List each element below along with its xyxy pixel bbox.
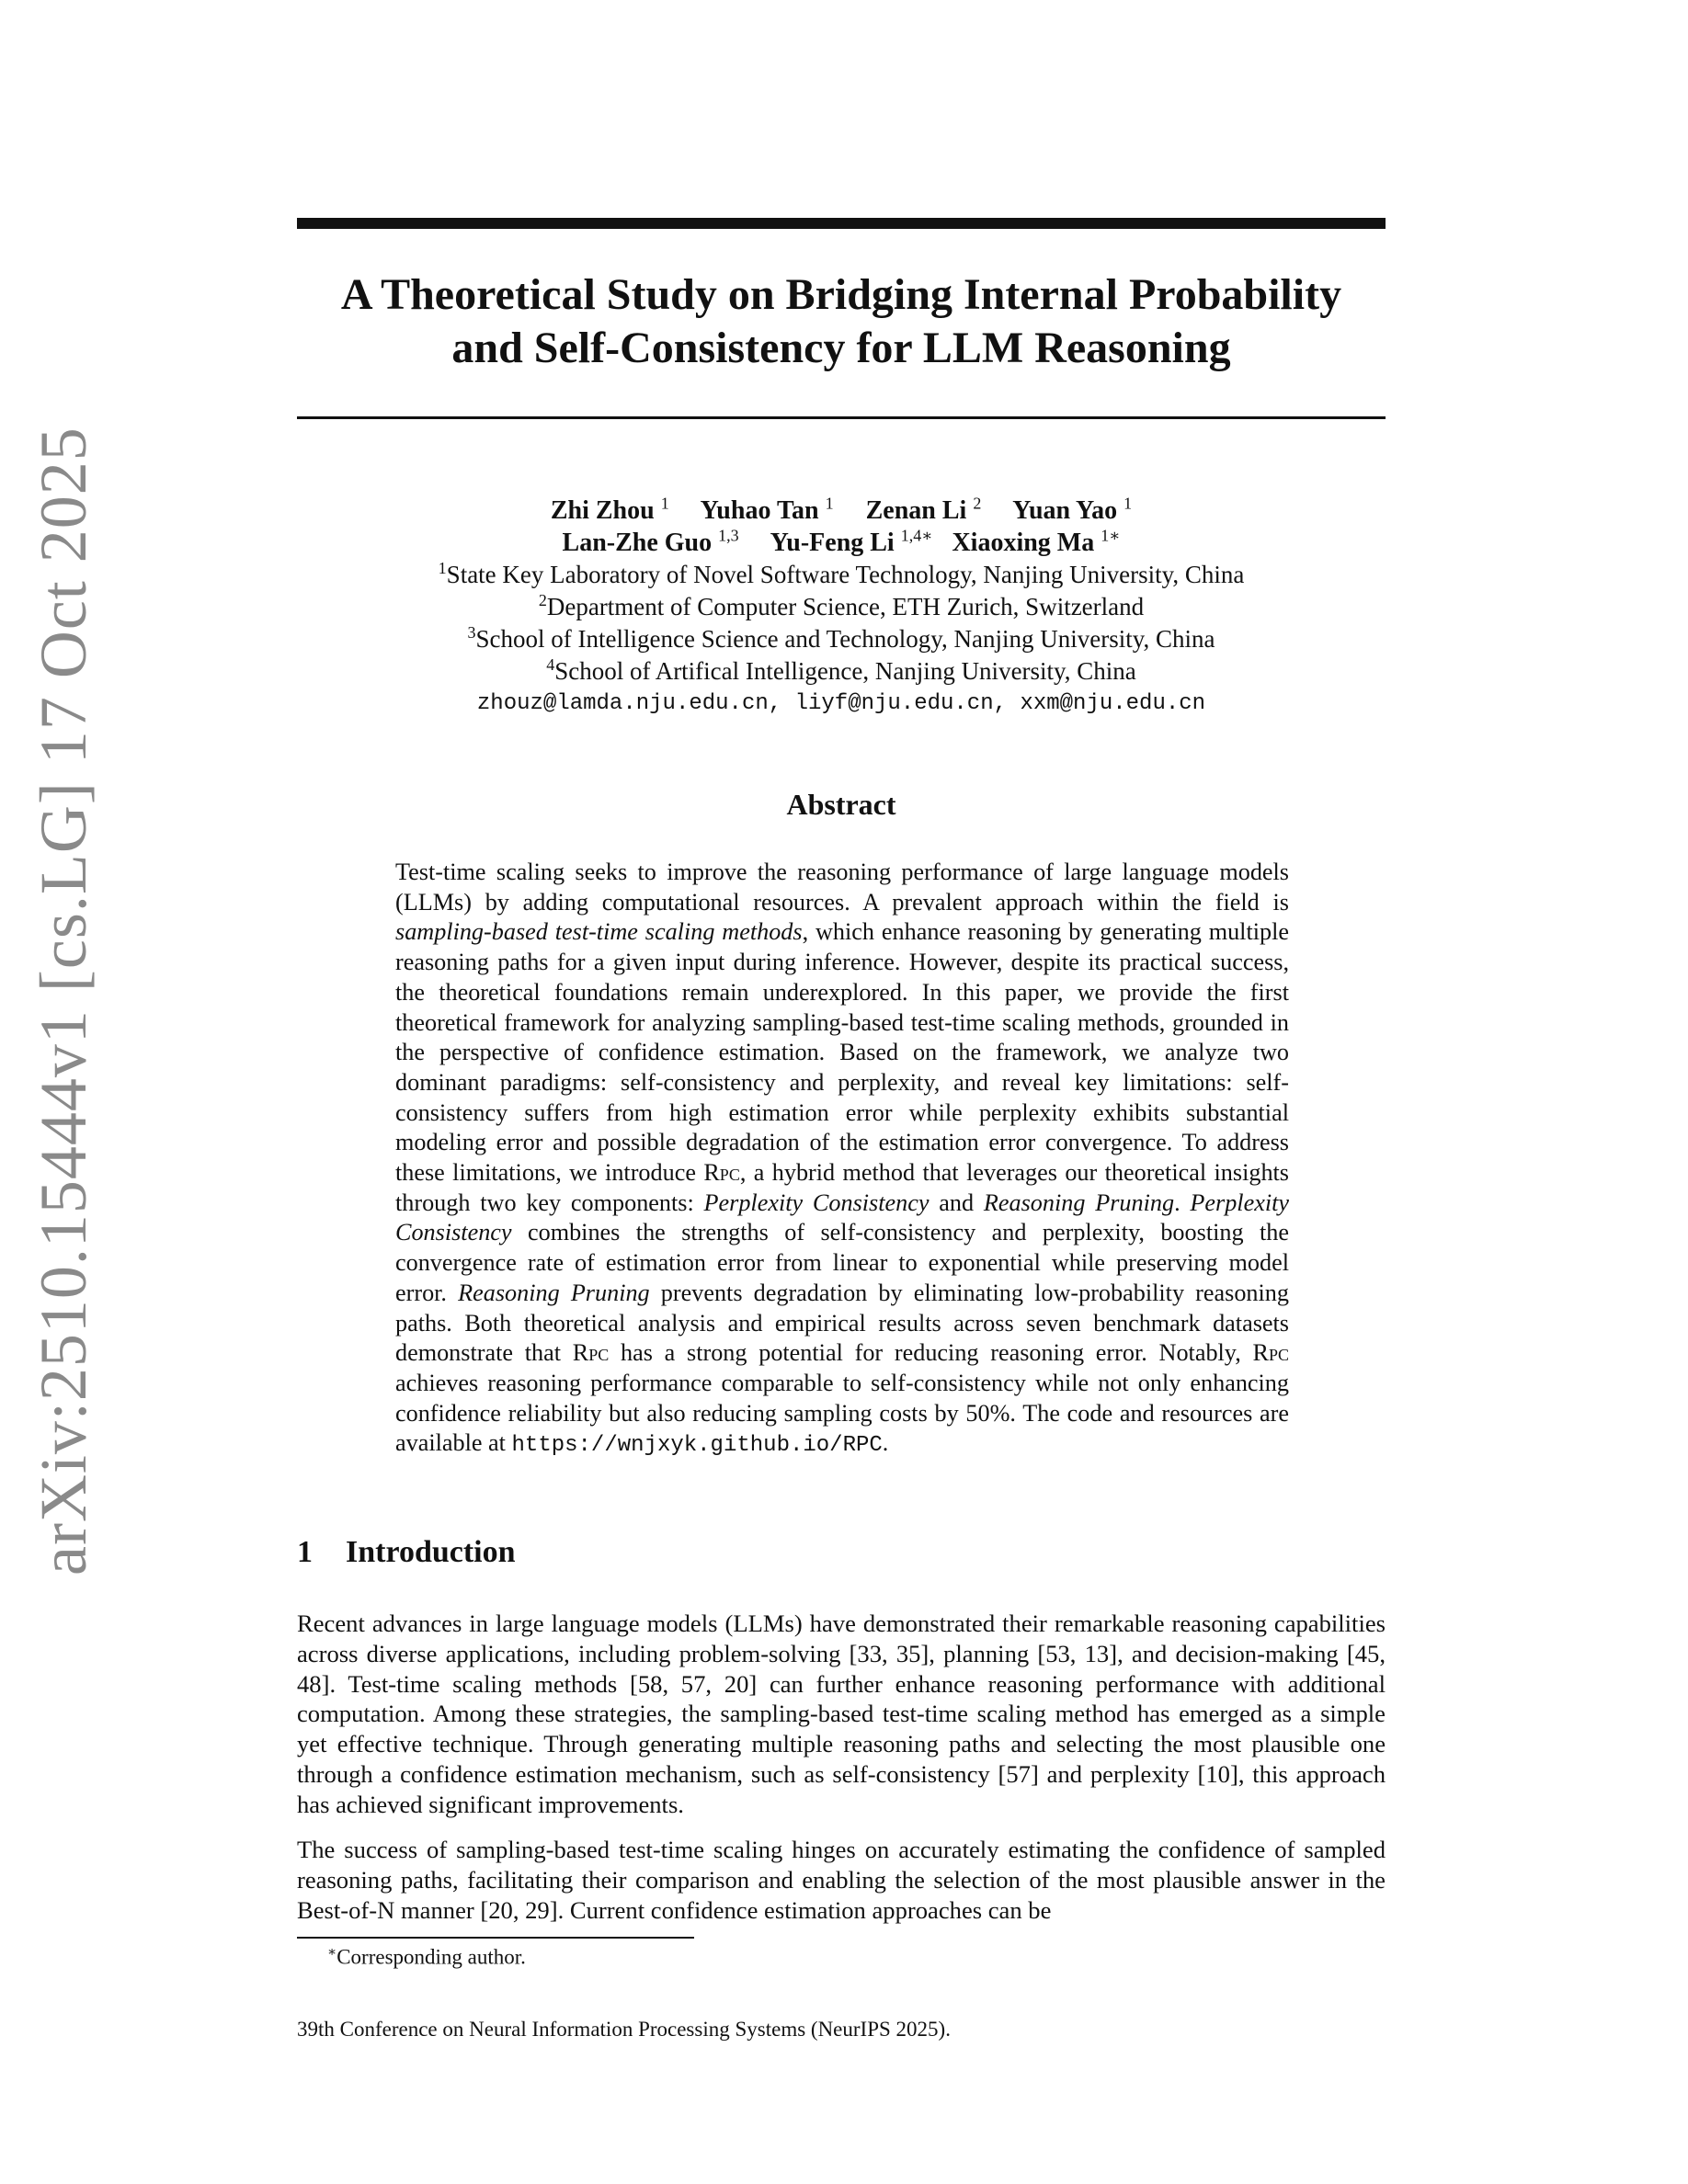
title-rule-top — [297, 218, 1386, 229]
method-name: Rpc — [703, 1159, 740, 1187]
abstract-heading: Abstract — [786, 788, 896, 821]
author-affiliation: 1 — [825, 494, 834, 513]
title-rule-bottom — [297, 416, 1386, 419]
section-number: 1 — [297, 1535, 313, 1569]
footnote-mark: ∗ — [327, 1945, 337, 1960]
affiliation-text: School of Intelligence Science and Technology, Nanjing University, China — [475, 625, 1215, 653]
abstract-emphasis: Perplexity Consistency — [703, 1189, 930, 1216]
abstract-text: , a hybrid method that leverages our theoretical insights through two key components: — [395, 1159, 1290, 1216]
abstract-text: combines the strengths of self-consistency and perplexity, boosting the convergence rate of estimation error from linear to exponential while preserving model error. — [395, 1219, 1289, 1306]
intro-paragraph-1: Recent advances in large language models (LLMs) have demonstrated their remarkable reasoning capabilities across diverse applications, including problem-solving [33, 35], planning [53, 13], and decision-making [45, 48]. Test-time scaling methods [58, 57, 20] can further enhance reasoning performance with additional computation. Among these strategies, the sampling-based test-time scaling method has emerged as a simple yet effective technique. Through generating multiple reasoning paths and selecting the most plausible one through a confidence estimation mechanism, such as self-consistency [57] and perplexity [10], this approach has achieved significant improvements. — [297, 1610, 1386, 1818]
affiliation-number: 2 — [538, 591, 547, 609]
author-name: Yuan Yao — [1012, 496, 1118, 525]
abstract-text: , which enhance reasoning by generating multiple reasoning paths for a given input during inference. However, despite its practical success, the theoretical foundations remain underexplored. In this paper, we provide the first theoretical framework for analyzing sampling-based test-time scaling methods, grounded in the perspective of confidence estimation. Based on the framework, we analyze two dominant paradigms: self-consistency and perplexity, and reveal key limitations: self-consistency suffers from high estimation error while perplexity exhibits substantial modeling error and possible degradation of the estimation error convergence. To address these limitations, we introduce — [395, 918, 1289, 1187]
email-line: zhouz@lamda.nju.edu.cn, liyf@nju.edu.cn, xxm@nju.edu.cn — [476, 691, 1206, 716]
author-name: Zenan Li — [865, 496, 967, 525]
author-name: Lan-Zhe Guo — [562, 529, 713, 557]
author-name: Xiaoxing Ma — [952, 529, 1095, 557]
affiliation-number: 4 — [546, 655, 555, 674]
affiliation — [297, 623, 1386, 655]
affiliation-number: 3 — [467, 623, 476, 642]
email-link[interactable]: xxm@nju.edu.cn — [1020, 691, 1206, 716]
affiliation-text: Department of Computer Science, ETH Zurich, Switzerland — [546, 593, 1145, 620]
abstract-emphasis: Reasoning Pruning — [983, 1189, 1175, 1216]
footnote-rule — [297, 1937, 694, 1939]
author-name: Yu-Feng Li — [770, 529, 895, 557]
paper-title — [297, 268, 1386, 375]
abstract-body — [395, 858, 1289, 1462]
author-affiliation: 1∗ — [1101, 526, 1121, 545]
abstract-text: and — [929, 1189, 984, 1216]
abstract-emphasis: sampling-based test-time scaling methods — [395, 918, 803, 946]
section-title: Introduction — [346, 1535, 516, 1569]
abstract-text: . — [882, 1429, 889, 1457]
section-heading — [297, 1535, 516, 1570]
author-affiliation: 1 — [660, 494, 669, 513]
method-name: Rpc — [572, 1339, 610, 1367]
arxiv-stamp: arXiv:2510.15444v1 [cs.LG] 17 Oct 2025 — [27, 427, 100, 1575]
abstract-text: . — [1174, 1189, 1191, 1216]
author-affiliation: 1,4∗ — [900, 526, 933, 545]
affiliation — [297, 559, 1386, 591]
author-affiliation: 1 — [1123, 494, 1133, 513]
affiliation-number: 1 — [438, 559, 447, 577]
abstract-text: achieves reasoning performance comparable to self-consistency while not only enhancing confidence reliability but also reducing sampling costs by 50%. The code and resources are available at — [395, 1369, 1289, 1457]
email-link[interactable]: zhouz@lamda.nju.edu.cn — [476, 691, 769, 716]
author-line-1 — [297, 495, 1386, 527]
affiliation-text: State Key Laboratory of Novel Software Technology, Nanjing University, China — [446, 561, 1245, 588]
method-name: Rpc — [1252, 1339, 1289, 1367]
intro-paragraph-2: The success of sampling-based test-time scaling hinges on accurately estimating the confidence of sampled reasoning paths, facilitating their comparison and enabling the selection of the most plausible answer in the Best-of-N manner [20, 29]. Current confidence estimation approaches can be — [297, 1836, 1386, 1924]
author-name: Zhi Zhou — [550, 496, 655, 525]
venue-note: 39th Conference on Neural Information Processing Systems (NeurIPS 2025). — [297, 2018, 951, 2041]
abstract-text: has a strong potential for reducing reasoning error. Notably, — [609, 1339, 1253, 1367]
footnote — [327, 1943, 526, 1970]
author-name: Yuhao Tan — [700, 496, 819, 525]
author-affiliation: 2 — [973, 494, 982, 513]
abstract-emphasis: Reasoning Pruning — [458, 1279, 650, 1306]
title-line-2: and Self-Consistency for LLM Reasoning — [451, 324, 1231, 372]
affiliation — [297, 655, 1386, 688]
abstract-text: Test-time scaling seeks to improve the reasoning performance of large language models (LLMs) by adding computational resources. A prevalent approach within the field is — [395, 859, 1289, 916]
abstract-text: prevents degradation by eliminating low-probability reasoning paths. Both theoretical analysis and empirical results across seven benchmark datasets demonstrate that — [395, 1279, 1289, 1367]
code-url-link[interactable]: https://wnjxyk.github.io/RPC — [511, 1433, 883, 1459]
title-line-1: A Theoretical Study on Bridging Internal Probability — [340, 270, 1342, 319]
email-link[interactable]: liyf@nju.edu.cn — [794, 691, 994, 716]
author-block — [297, 495, 1386, 720]
footnote-text: Corresponding author. — [336, 1945, 526, 1969]
affiliation — [297, 591, 1386, 623]
affiliation-text: School of Artifical Intelligence, Nanjing University, China — [554, 657, 1136, 685]
abstract-emphasis: Perplexity Consistency — [395, 1189, 1290, 1246]
author-line-2 — [297, 527, 1386, 559]
author-affiliation: 1,3 — [718, 526, 739, 545]
